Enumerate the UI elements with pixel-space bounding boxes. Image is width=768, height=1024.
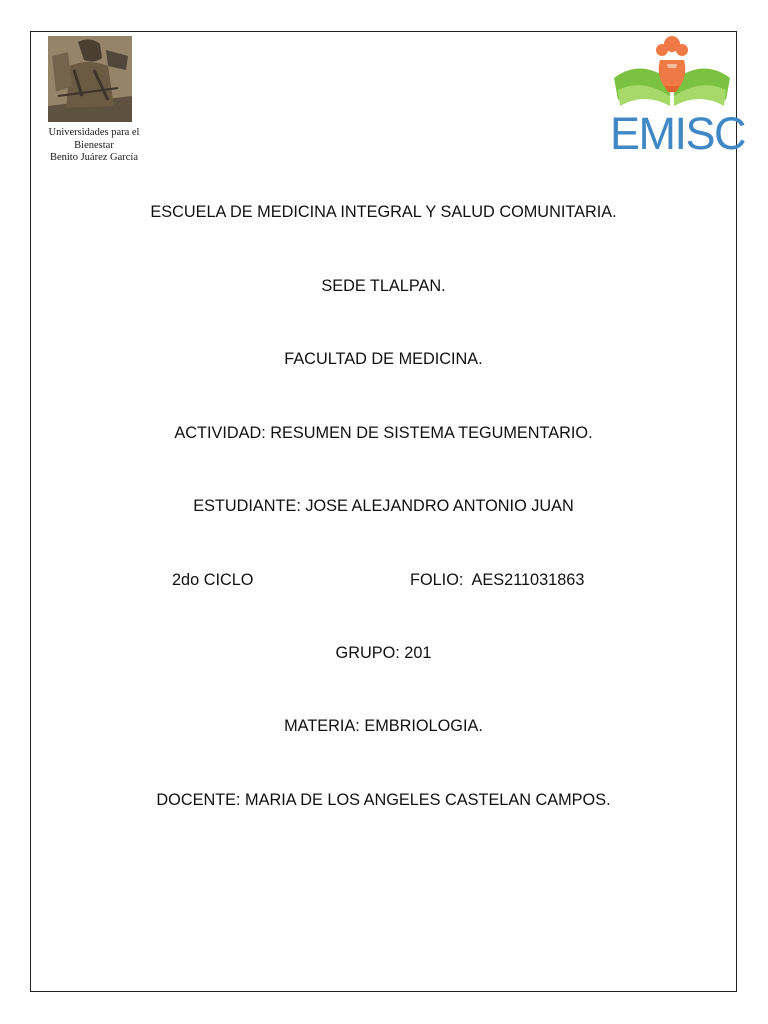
campus: SEDE TLALPAN. (321, 277, 446, 295)
teacher: DOCENTE: MARIA DE LOS ANGELES CASTELAN CAMPOS. (156, 791, 611, 809)
school-name: ESCUELA DE MEDICINA INTEGRAL Y SALUD COMUNITARIA. (150, 203, 617, 221)
emisc-wordmark: EMISC (610, 108, 746, 159)
faculty: FACULTAD DE MEDICINA. (284, 350, 483, 368)
logo-caption-line-1: Universidades para el (48, 127, 140, 138)
activity: ACTIVIDAD: RESUMEN DE SISTEMA TEGUMENTARIO. (174, 424, 593, 442)
mural-photo-icon (48, 36, 132, 122)
logo-caption (32, 127, 156, 165)
logo-caption-line-3: Benito Juárez García (49, 152, 139, 163)
group: GRUPO: 201 (335, 644, 432, 662)
subject: MATERIA: EMBRIOLOGIA. (284, 717, 483, 735)
student: ESTUDIANTE: JOSE ALEJANDRO ANTONIO JUAN (193, 497, 574, 515)
folio: FOLIO: AES211031863 (410, 571, 585, 589)
logo-caption-line-2: Bienestar (74, 139, 114, 151)
book-figure-icon (610, 34, 734, 114)
cycle: 2do CICLO (172, 571, 254, 589)
emisc-logo (610, 34, 746, 159)
universidades-bienestar-logo (32, 34, 156, 174)
